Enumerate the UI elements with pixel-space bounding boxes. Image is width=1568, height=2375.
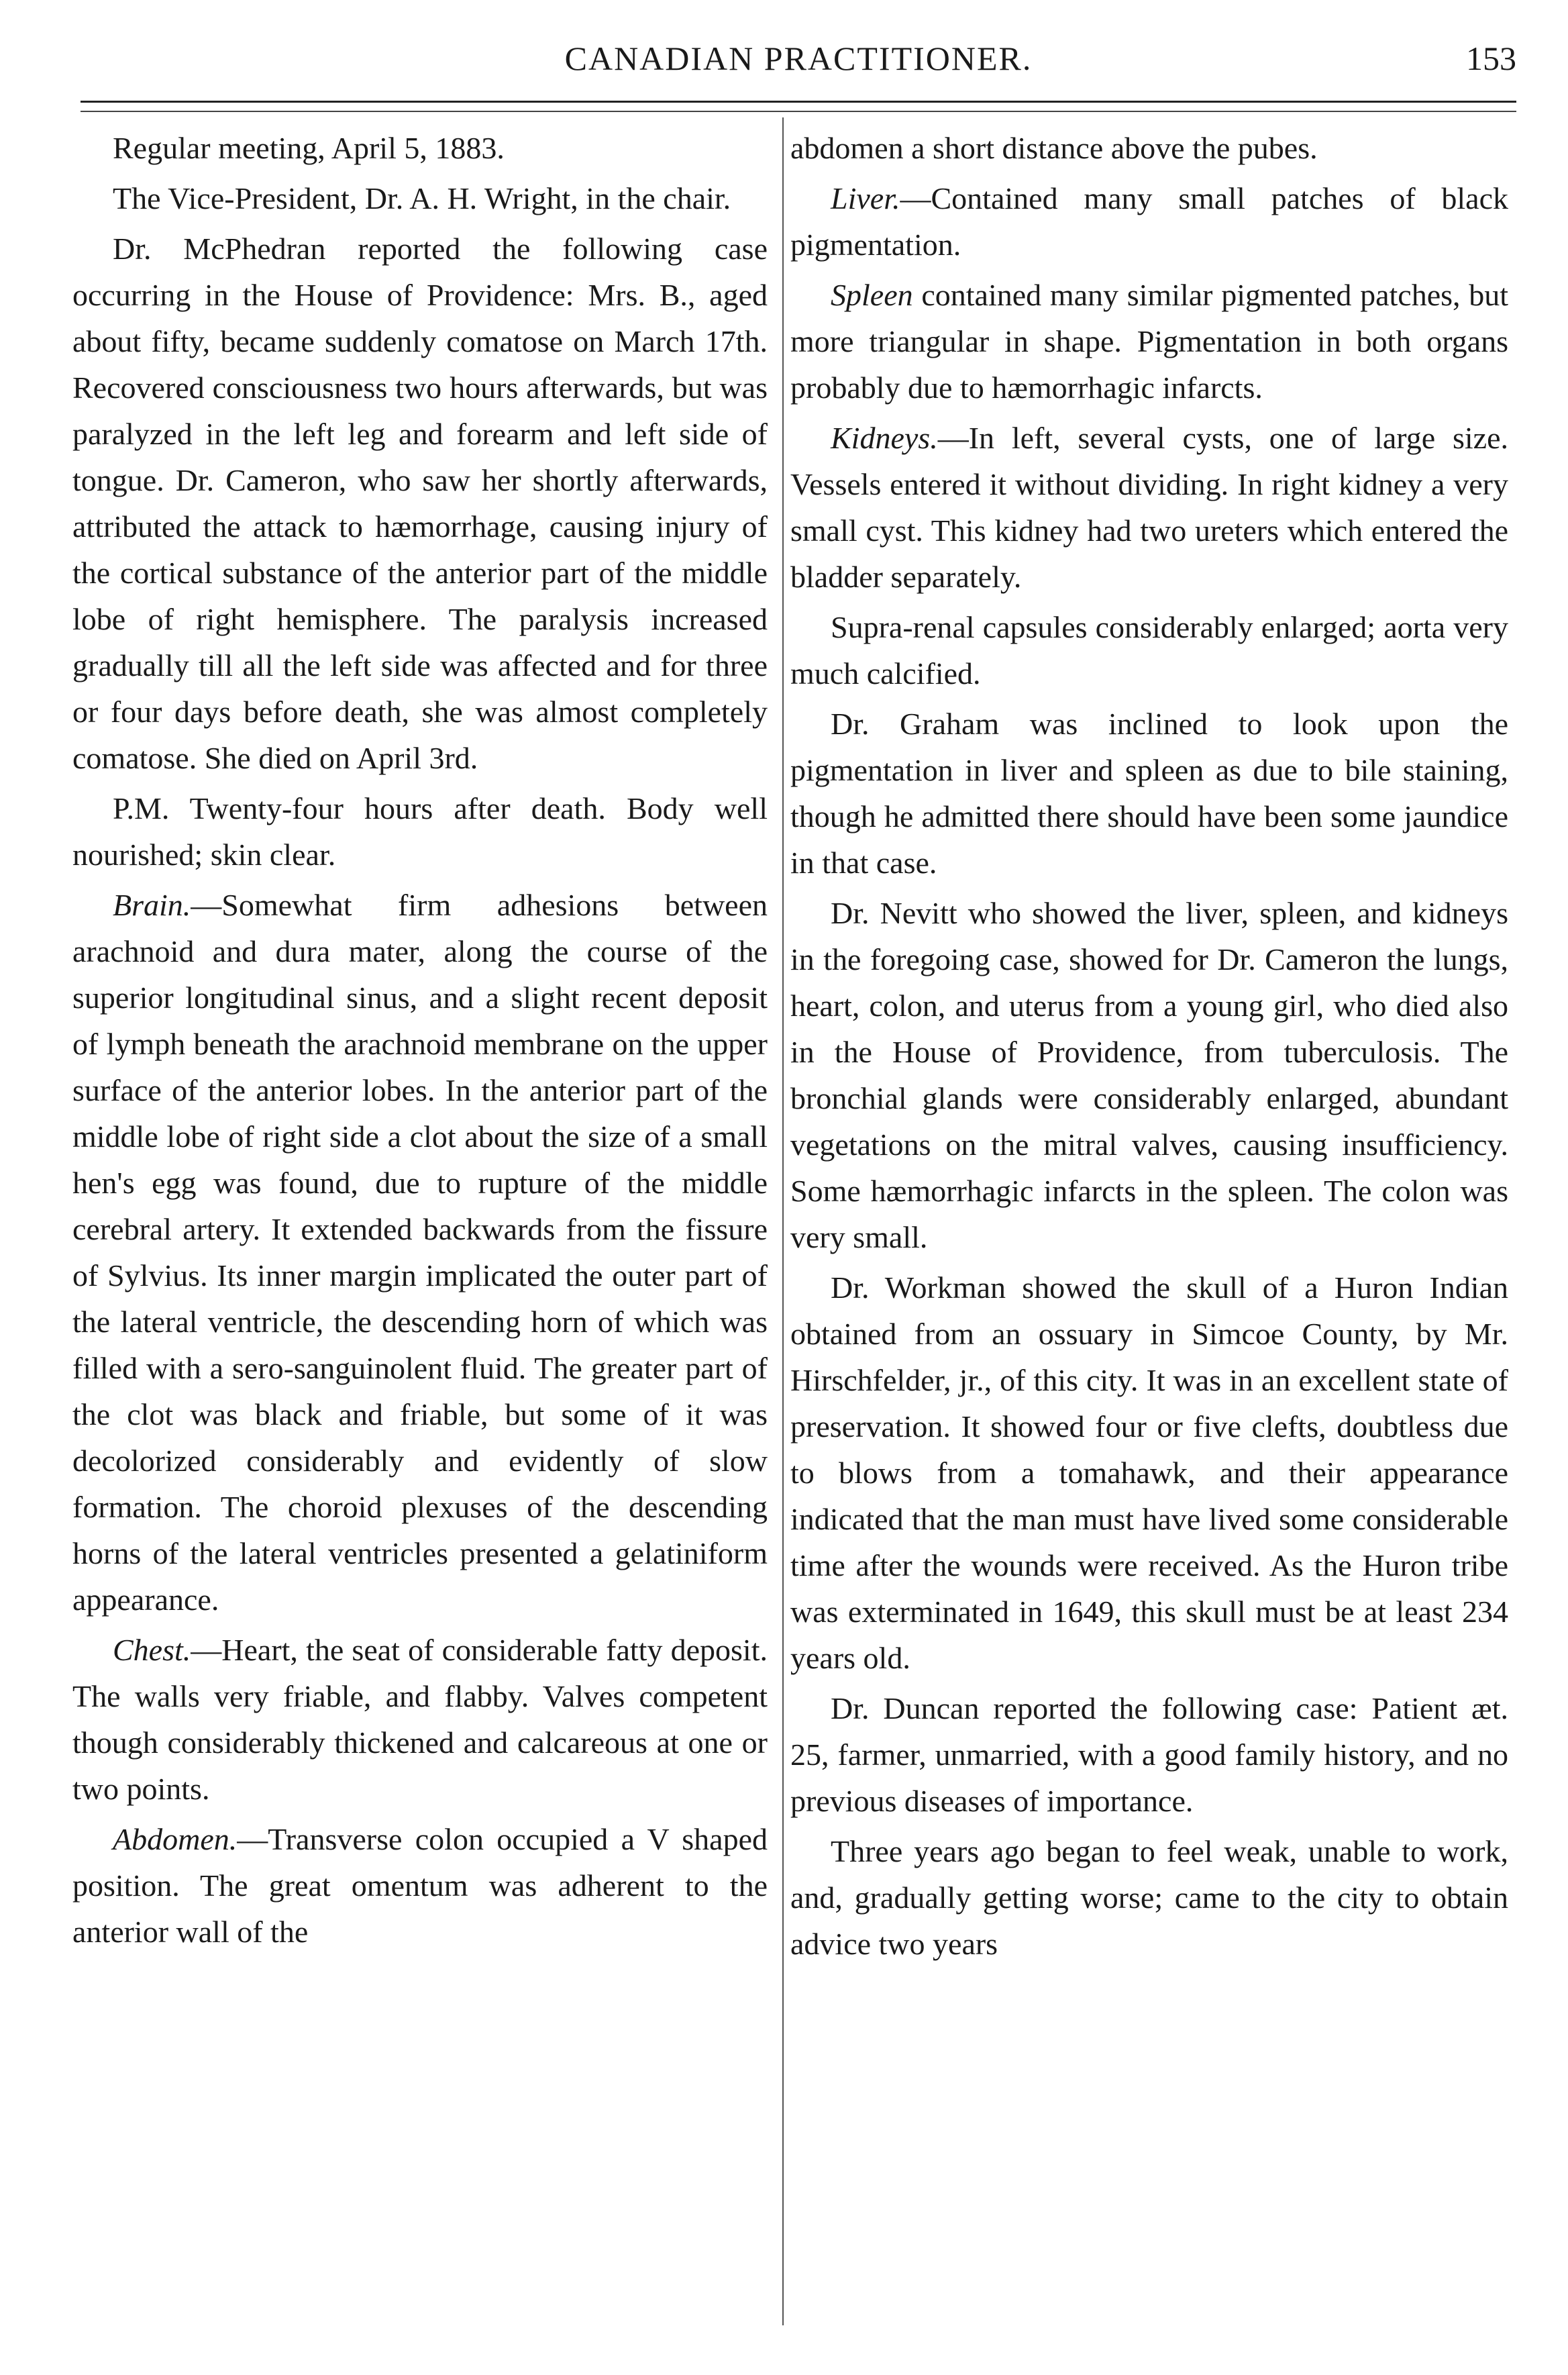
kidneys-paragraph — [790, 415, 1508, 600]
header-rule-thick — [81, 101, 1516, 103]
right-column — [790, 125, 1508, 1967]
nevitt-paragraph: Dr. Nevitt who showed the liver, spleen, and kidneys in the foregoing case, showed for Dr. Cameron the lungs, heart, colon, and uterus from a young girl, who died also in the House of Providence, from tuberculosis. The bronchial glands were considerably enlarged, abundant vegetations on the mitral valves, causing insufficiency. Some hæmorrhagic infarcts in the spleen. The colon was very small. — [790, 896, 1508, 1254]
spleen-heading: Spleen — [831, 278, 913, 312]
abdomen-continuation: abdomen a short distance above the pubes. — [790, 131, 1318, 165]
liver-text: —Contained many small patches of black pigmentation. — [790, 181, 1508, 262]
chair-note: The Vice-President, Dr. A. H. Wright, in the chair. — [113, 181, 731, 215]
chest-heading: Chest. — [113, 1633, 191, 1667]
case-report-paragraph: Dr. McPhedran reported the following case occurring in the House of Providence: Mrs. B., aged about fifty, became suddenly comatose on March 17th. Recovered consciousness two hours afterwards, but was paralyzed in the left leg and forearm and left side of tongue. Dr. Cameron, who saw her shortly afterwards, attributed the attack to hæmorrhage, causing injury of the cortical substance of the anterior part of the middle lobe of right hemisphere. The paralysis increased gradually till all the left side was affected and for three or four days before death, she was almost completely comatose. She died on April 3rd. — [72, 232, 768, 775]
workman-paragraph: Dr. Workman showed the skull of a Huron Indian obtained from an ossuary in Simcoe County, by Mr. Hirschfelder, jr., of this city. It was in an excellent state of preservation. It showed four or five clefts, doubtless due to blows from a tomahawk, and their appearance indicated that the man must have lived some considerable time after the wounds were received. As the Huron tribe was exterminated in 1649, this skull must be at least 234 years old. — [790, 1270, 1508, 1675]
kidneys-heading: Kidneys. — [831, 421, 938, 455]
running-title: CANADIAN PRACTITIONER. — [564, 40, 1033, 77]
brain-heading: Brain. — [113, 888, 191, 922]
chest-text: —Heart, the seat of considerable fatty deposit. The walls very friable, and flabby. Valves competent though considerably thickened and calcareous at one or two points. — [72, 1633, 768, 1806]
brain-text: —Somewhat firm adhesions between arachnoid and dura mater, along the course of the superior longitudinal sinus, and a slight recent deposit of lymph beneath the arachnoid membrane on the upper surface of the anterior lobes. In the anterior part of the middle lobe of right side a clot about the size of a small hen's egg was found, due to rupture of the middle cerebral artery. It extended backwards from the fissure of Sylvius. Its inner margin implicated the outer part of the lateral ventricle, the descending horn of which was filled with a sero-sanguinolent fluid. The greater part of the clot was black and friable, but some of it was decolorized considerably and evidently of slow formation. The choroid plexuses of the descending horns of the lateral ventricles presented a gelatiniform appearance. — [72, 888, 768, 1617]
liver-paragraph — [790, 175, 1508, 268]
column-divider — [782, 117, 784, 2325]
spleen-text: contained many similar pigmented patches, but more triangular in shape. Pigmentation in both organs probably due to hæmorrhagic infarcts. — [790, 278, 1508, 405]
graham-paragraph: Dr. Graham was inclined to look upon the pigmentation in liver and spleen as due to bile staining, though he admitted there should have been some jaundice in that case. — [790, 707, 1508, 880]
suprarenal-paragraph: Supra-renal capsules considerably enlarged; aorta very much calcified. — [790, 610, 1508, 691]
meeting-date: Regular meeting, April 5, 1883. — [113, 131, 505, 165]
abdomen-paragraph — [72, 1816, 768, 1955]
kidneys-text: —In left, several cysts, one of large size. Vessels entered it without dividing. In right kidney a very small cyst. This kidney had two ureters which entered the bladder separately. — [790, 421, 1508, 594]
post-mortem-paragraph: P.M. Twenty-four hours after death. Body well nourished; skin clear. — [72, 791, 768, 872]
spleen-paragraph — [790, 272, 1508, 411]
history-paragraph: Three years ago began to feel weak, unable to work, and, gradually getting worse; came to the city to obtain advice two years — [790, 1834, 1508, 1961]
header-rule-thin — [81, 111, 1516, 112]
page-number: 153 — [1466, 40, 1516, 77]
liver-heading: Liver. — [831, 181, 900, 215]
abdomen-text: —Transverse colon occupied a V shaped position. The great omentum was adherent to the anterior wall of the — [72, 1822, 768, 1949]
left-column — [72, 125, 768, 1955]
abdomen-heading: Abdomen. — [113, 1822, 238, 1856]
duncan-paragraph: Dr. Duncan reported the following case: Patient æt. 25, farmer, unmarried, with a good family history, and no previous diseases of importance. — [790, 1691, 1508, 1818]
brain-paragraph — [72, 882, 768, 1623]
page-header — [81, 39, 1516, 86]
chest-paragraph — [72, 1627, 768, 1812]
